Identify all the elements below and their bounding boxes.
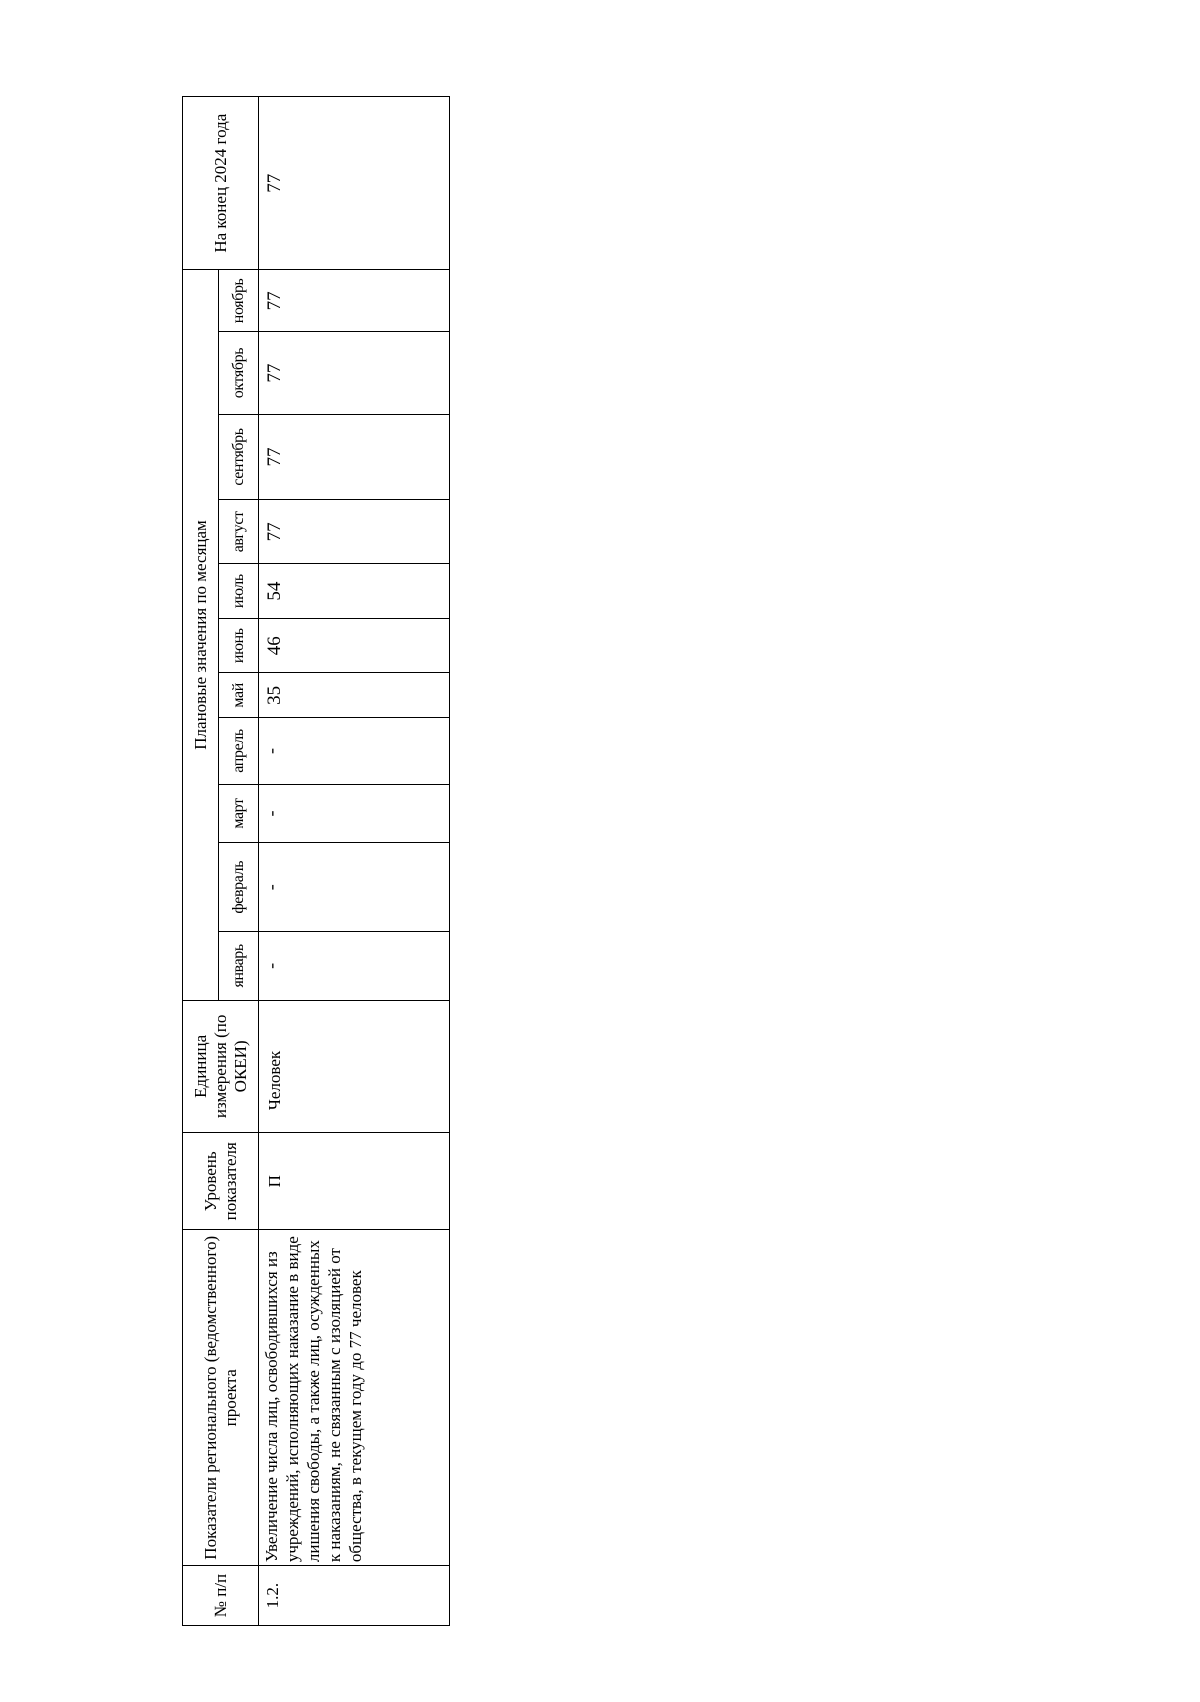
header-month-jan: январь	[219, 932, 259, 1000]
value-year-end: 77	[259, 97, 450, 270]
header-planned-group: Плановые значения по месяцам	[183, 270, 219, 1000]
header-month-aug: август	[219, 500, 259, 564]
header-month-apr: апрель	[219, 718, 259, 784]
row-level: П	[259, 1133, 450, 1230]
value-jan: -	[259, 932, 450, 1000]
header-month-oct: октябрь	[219, 332, 259, 414]
value-jun: 46	[259, 618, 450, 673]
row-unit: Человек	[259, 1000, 450, 1133]
value-nov: 77	[259, 270, 450, 332]
row-indicator-text: Увеличение числа лиц, освободившихся из учреждений, исполняющих наказание в виде лишения свободы, а также лиц, осужденных к наказаниям, не связанным с изоляцией от общества, в текущем году до 77 человек	[259, 1230, 450, 1566]
value-jul: 54	[259, 564, 450, 619]
value-sep: 77	[259, 414, 450, 500]
value-apr: -	[259, 718, 450, 784]
header-year-end: На конец 2024 года	[183, 97, 259, 270]
header-indicator: Показатели регионального (ведомственного) проекта	[183, 1230, 259, 1566]
row-num: 1.2.	[259, 1566, 450, 1626]
table-row	[259, 97, 450, 1626]
value-feb: -	[259, 843, 450, 932]
indicator-table	[182, 96, 450, 1626]
header-month-nov: ноябрь	[219, 270, 259, 332]
header-unit: Единица измерения (по ОКЕИ)	[183, 1000, 259, 1133]
header-month-jun: июнь	[219, 618, 259, 673]
table-container	[182, 96, 450, 1626]
header-month-feb: февраль	[219, 843, 259, 932]
header-month-may: май	[219, 673, 259, 718]
value-oct: 77	[259, 332, 450, 414]
header-month-mar: март	[219, 784, 259, 843]
value-may: 35	[259, 673, 450, 718]
rotated-table-frame	[182, 96, 450, 1626]
value-aug: 77	[259, 500, 450, 564]
header-level: Уровень показателя	[183, 1133, 259, 1230]
header-num: № п/п	[183, 1566, 259, 1626]
value-mar: -	[259, 784, 450, 843]
header-month-jul: июль	[219, 564, 259, 619]
header-month-sep: сентябрь	[219, 414, 259, 500]
